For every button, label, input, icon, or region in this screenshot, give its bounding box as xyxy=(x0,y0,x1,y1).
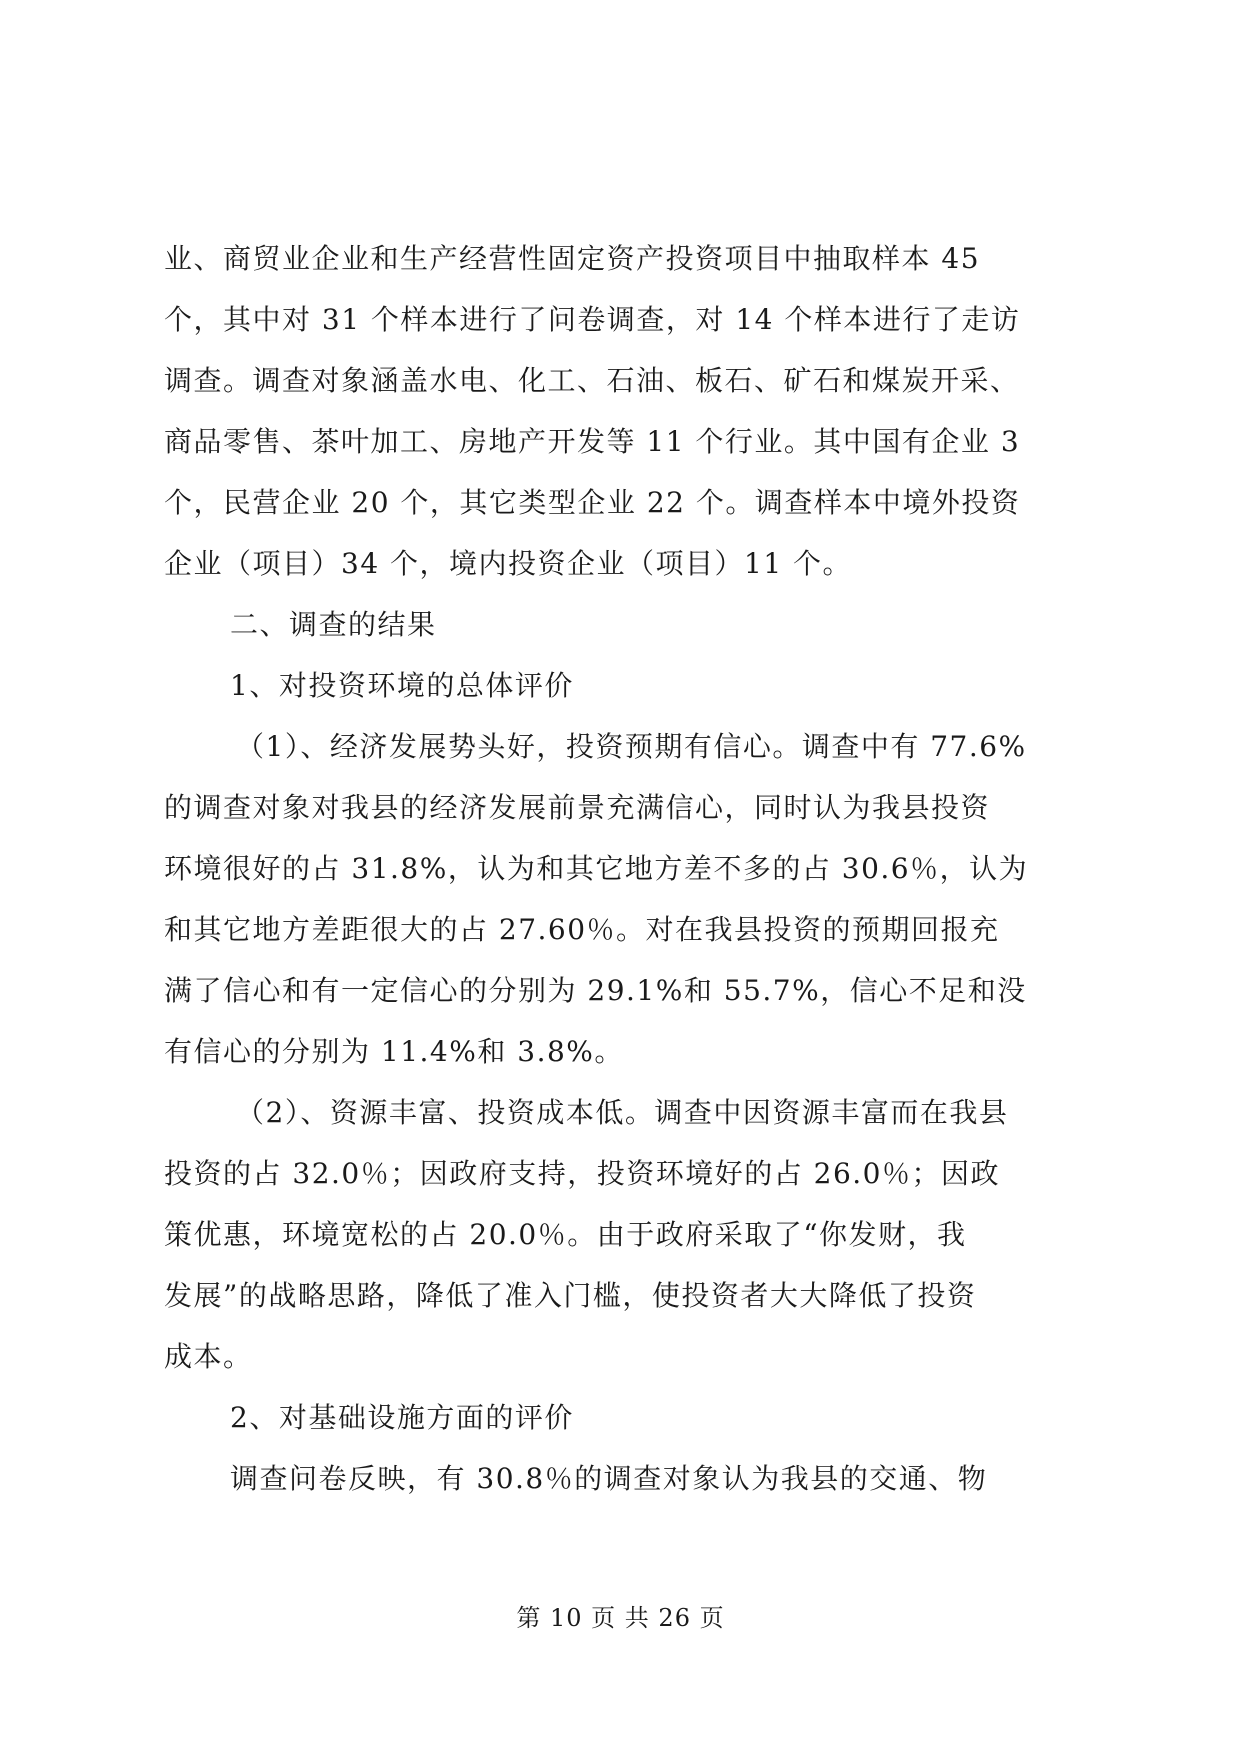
text-line: 有信心的分别为 11.4%和 3.8%。 xyxy=(164,1035,624,1068)
text-line: 业、商贸业企业和生产经营性固定资产投资项目中抽取样本 45 xyxy=(164,242,981,275)
text-line: 成本。 xyxy=(164,1340,253,1373)
text-line: 和其它地方差距很大的占 27.60％。对在我县投资的预期回报充 xyxy=(164,913,1000,946)
text-line: 策优惠，环境宽松的占 20.0％。由于政府采取了“你发财，我 xyxy=(164,1218,967,1251)
heading-line: 二、调查的结果 xyxy=(230,608,437,641)
text-line: 企业（项目）34 个，境内投资企业（项目）11 个。 xyxy=(164,547,853,580)
text-line: 调查。调查对象涵盖水电、化工、石油、板石、矿石和煤炭开采、 xyxy=(164,364,1020,397)
paragraph-resources-cost xyxy=(164,1082,1079,1387)
text-line: （1）、经济发展势头好，投资预期有信心。调查中有 77.6% xyxy=(236,730,1027,763)
subheading-overall-evaluation xyxy=(164,655,1079,716)
text-line: （2）、资源丰富、投资成本低。调查中因资源丰富而在我县 xyxy=(236,1096,1009,1129)
text-line: 发展”的战略思路，降低了准入门槛，使投资者大大降低了投资 xyxy=(164,1279,977,1312)
section-heading-results xyxy=(164,594,1079,655)
paragraph-infrastructure xyxy=(164,1448,1079,1509)
subheading-infrastructure xyxy=(164,1387,1079,1448)
paragraph-sample-overview xyxy=(164,228,1079,594)
document-body xyxy=(164,228,1079,1509)
text-line: 调查问卷反映，有 30.8％的调查对象认为我县的交通、物 xyxy=(230,1462,988,1495)
page-number-footer: 第 10 页 共 26 页 xyxy=(516,1604,725,1632)
heading-line: 1、对投资环境的总体评价 xyxy=(230,669,574,702)
text-line: 投资的占 32.0％；因政府支持，投资环境好的占 26.0％；因政 xyxy=(164,1157,1000,1190)
text-line: 环境很好的占 31.8%，认为和其它地方差不多的占 30.6％，认为 xyxy=(164,852,1029,885)
text-line: 个，民营企业 20 个，其它类型企业 22 个。调查样本中境外投资 xyxy=(164,486,1021,519)
text-line: 的调查对象对我县的经济发展前景充满信心，同时认为我县投资 xyxy=(164,791,991,824)
text-line: 满了信心和有一定信心的分别为 29.1%和 55.7%，信心不足和没 xyxy=(164,974,1027,1007)
text-line: 商品零售、茶叶加工、房地产开发等 11 个行业。其中国有企业 3 xyxy=(164,425,1021,458)
heading-line: 2、对基础设施方面的评价 xyxy=(230,1401,574,1434)
text-line: 个，其中对 31 个样本进行了问卷调查，对 14 个样本进行了走访 xyxy=(164,303,1021,336)
paragraph-economic-outlook xyxy=(164,716,1079,1082)
